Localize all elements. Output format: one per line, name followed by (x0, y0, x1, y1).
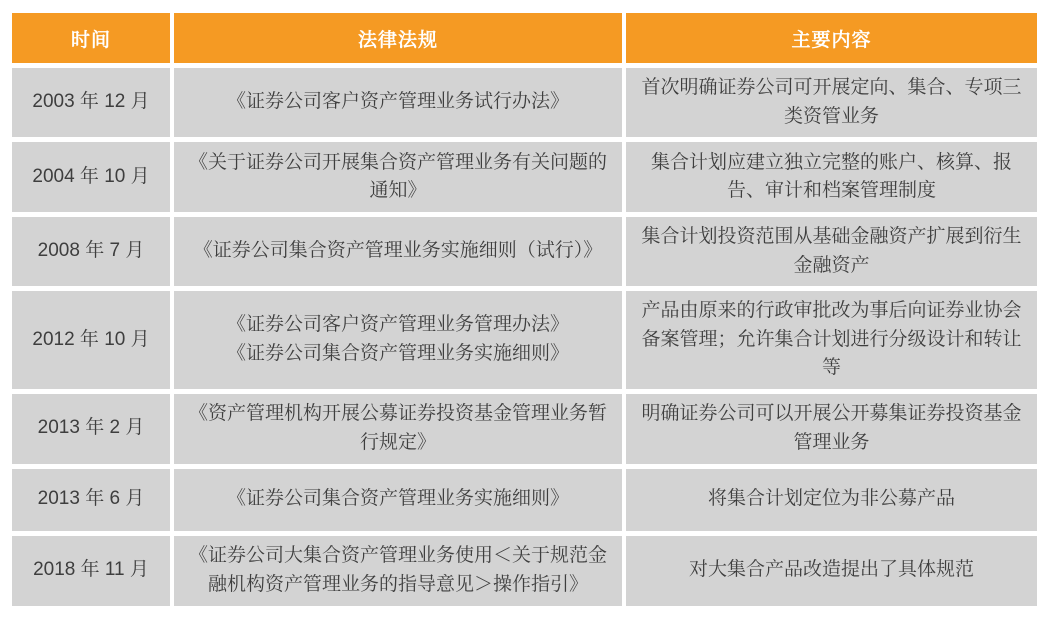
table-row (12, 217, 1037, 286)
header-cell-time: 时间 (12, 13, 170, 63)
cell-time: 2004 年 10 月 (12, 142, 170, 212)
header-row (12, 13, 1037, 63)
table-body (12, 68, 1037, 606)
table-row (12, 394, 1037, 464)
header-cell-content: 主要内容 (626, 13, 1037, 63)
cell-law: 《证券公司集合资产管理业务实施细则（试行）》 (174, 217, 622, 286)
table-row (12, 469, 1037, 531)
cell-law: 《证券公司集合资产管理业务实施细则》 (174, 469, 622, 531)
cell-content: 产品由原来的行政审批改为事后向证券业协会备案管理；允许集合计划进行分级设计和转让等 (626, 291, 1037, 389)
table-header (12, 13, 1037, 63)
cell-time: 2018 年 11 月 (12, 536, 170, 606)
cell-content: 对大集合产品改造提出了具体规范 (626, 536, 1037, 606)
cell-content: 首次明确证券公司可开展定向、集合、专项三类资管业务 (626, 68, 1037, 137)
table-row (12, 68, 1037, 137)
cell-law: 《证券公司客户资产管理业务试行办法》 (174, 68, 622, 137)
table-row (12, 536, 1037, 606)
cell-law: 《证券公司大集合资产管理业务使用＜关于规范金融机构资产管理业务的指导意见＞操作指引》 (174, 536, 622, 606)
cell-time: 2012 年 10 月 (12, 291, 170, 389)
cell-time: 2008 年 7 月 (12, 217, 170, 286)
cell-law: 《资产管理机构开展公募证券投资基金管理业务暂行规定》 (174, 394, 622, 464)
cell-content: 将集合计划定位为非公募产品 (626, 469, 1037, 531)
cell-time: 2013 年 6 月 (12, 469, 170, 531)
cell-law: 《证券公司客户资产管理业务管理办法》 《证券公司集合资产管理业务实施细则》 (174, 291, 622, 389)
cell-content: 集合计划应建立独立完整的账户、核算、报告、审计和档案管理制度 (626, 142, 1037, 212)
cell-content: 集合计划投资范围从基础金融资产扩展到衍生金融资产 (626, 217, 1037, 286)
cell-time: 2013 年 2 月 (12, 394, 170, 464)
table-row (12, 142, 1037, 212)
regulations-table (8, 8, 1041, 611)
table-row (12, 291, 1037, 389)
cell-time: 2003 年 12 月 (12, 68, 170, 137)
cell-content: 明确证券公司可以开展公开募集证券投资基金管理业务 (626, 394, 1037, 464)
cell-law: 《关于证券公司开展集合资产管理业务有关问题的通知》 (174, 142, 622, 212)
header-cell-law: 法律法规 (174, 13, 622, 63)
